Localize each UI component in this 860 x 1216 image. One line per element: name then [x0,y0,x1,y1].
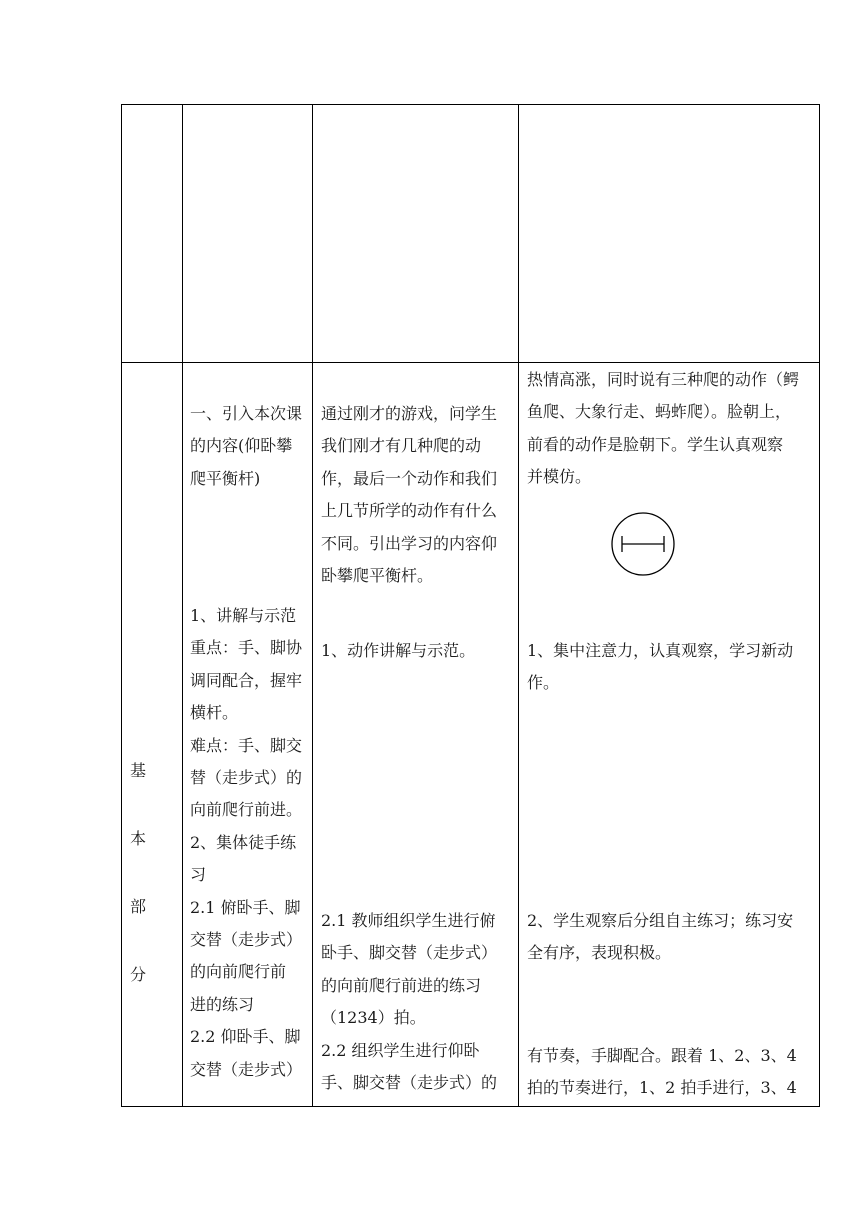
student-line: 1、集中注意力，认真观察，学习新动 [527,641,794,660]
table-left-border [121,104,122,1107]
circle-with-bar-icon [608,512,678,576]
content-line: 2.2 仰卧手、脚 [190,1027,301,1047]
student-activity-column [527,1040,815,1105]
teacher-line: 不同。引出学习的内容仰 [321,533,498,553]
content-column [190,600,306,1086]
teacher-line: 手、脚交替（走步式）的 [321,1073,498,1093]
teacher-line: 作，最后一个动作和我们 [321,468,498,488]
section-label-char: 本 [130,829,147,848]
content-line: 2.1 俯卧手、脚 [190,897,301,917]
content-line: 1、讲解与示范 [190,606,297,625]
table-row-divider [121,362,820,363]
content-line: 难点：手、脚交 [190,735,303,755]
teacher-activity-column [321,905,513,1099]
teacher-line: （1234）拍。 [321,1008,426,1028]
section-label-char: 分 [130,965,147,984]
content-line: 向前爬行前进。 [190,800,303,820]
student-line: 前看的动作是脸朝下。学生认真观察 [527,434,784,454]
student-activity-column [527,635,815,700]
teacher-activity-column [321,635,513,667]
content-line: 的向前爬行前 [190,962,287,982]
content-line: 替（走步式）的 [190,768,303,788]
content-line: 交替（走步式） [190,1059,303,1079]
section-label-char: 基 [130,761,147,780]
student-line: 鱼爬、大象行走、蚂蚱爬）。脸朝上， [527,402,792,422]
table-top-border [121,104,820,105]
teacher-line: 2.2 组织学生进行仰卧 [321,1040,480,1060]
student-line: 拍的节奏进行，1、2 拍手进行，3、4 [527,1078,797,1098]
student-activity-column [527,364,815,494]
student-line: 热情高涨，同时说有三种爬的动作（鳄 [527,370,800,389]
table-col-divider-1 [182,104,183,1107]
section-label-char: 部 [130,897,147,916]
teacher-line: 1、动作讲解与示范。 [321,641,476,660]
content-line: 重点：手、脚协 [190,638,303,658]
content-line: 进的练习 [190,994,255,1014]
content-line: 调同配合，握牢 [190,670,303,690]
content-line: 横杆。 [190,703,239,723]
teacher-line: 的向前爬行前进的练习 [321,975,482,995]
teacher-line: 2.1 教师组织学生进行俯 [321,911,496,930]
teacher-activity-column [321,398,513,592]
content-line: 一、引入本次课 [190,404,303,423]
student-line: 并模仿。 [527,467,592,487]
table-col-divider-2 [312,104,313,1107]
content-line: 习 [190,865,207,885]
table-bottom-border [121,1106,820,1107]
content-column [190,398,306,495]
table-col-divider-3 [518,104,519,1107]
teacher-line: 通过刚才的游戏，问学生 [321,404,498,423]
content-line: 交替（走步式） [190,930,303,950]
table-right-border [819,104,820,1107]
student-line: 2、学生观察后分组自主练习；练习安 [527,911,794,930]
content-line: 爬平衡杆) [190,468,261,488]
teacher-line: 上几节所学的动作有什么 [321,501,498,521]
teacher-line: 卧攀爬平衡杆。 [321,566,434,586]
content-line: 的内容(仰卧攀 [190,436,293,456]
teacher-line: 我们刚才有几种爬的动 [321,436,482,456]
student-activity-column [527,905,815,970]
student-line: 有节奏，手脚配合。跟着 1、2、3、4 [527,1046,797,1065]
student-line: 全有序，表现积极。 [527,943,672,963]
student-line: 作。 [527,673,560,693]
content-line: 2、集体徒手练 [190,832,297,852]
teacher-line: 卧手、脚交替（走步式） [321,943,498,963]
